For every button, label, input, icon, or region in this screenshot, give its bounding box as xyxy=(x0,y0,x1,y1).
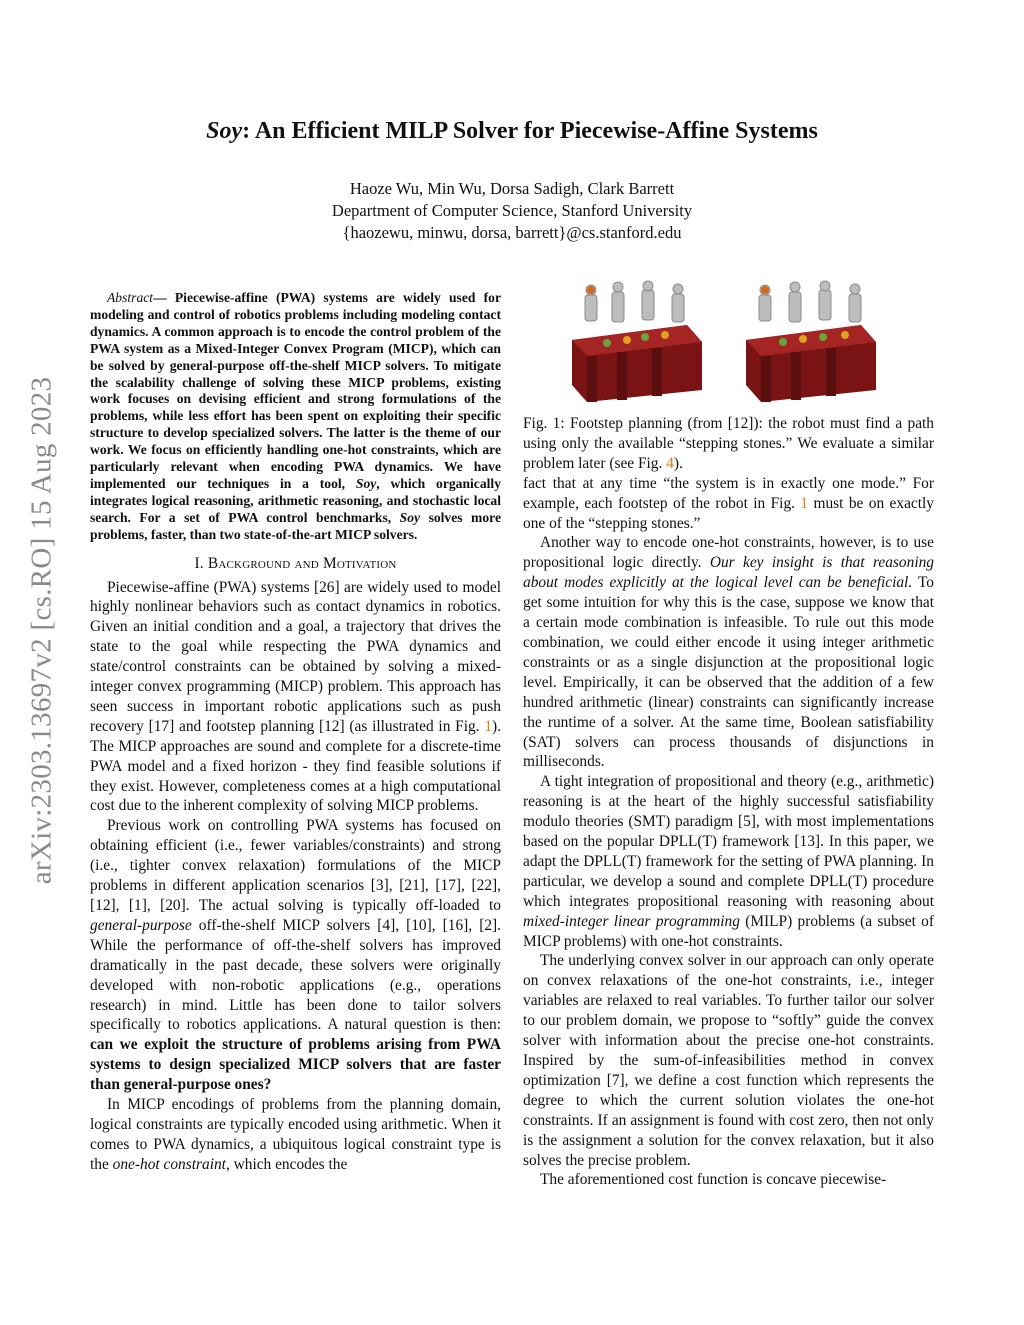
abstract: Abstract— Piecewise-affine (PWA) systems are widely used for modeling and control of robotics problems including modeling contact dynamics. A common approach is to encode the control problem of the PWA system as a Mixed-Integer Convex Program (MICP), which can be solved by general-purpose off-the-shelf MICP solvers. To mitigate the scalability challenge of solving these MICP problems, existing work focuses on devising efficient and strong formulations of the problems, while less effort has been spent on exploiting their specific structure to develop specialized solvers. The latter is the theme of our work. We focus on efficiently handling one-hot constraints, which are particularly relevant when encoding PWA dynamics. We have implemented our techniques in a tool, Soy, which organically integrates logical reasoning, arithmetic reasoning, and stochastic local search. For a set of PWA control benchmarks, Soy solves more problems, faster, than two state-of-the-art MICP solvers. xyxy=(90,290,501,542)
arxiv-identifier-sidebar xyxy=(22,300,62,960)
paper-title: Soy: An Efficient MILP Solver for Piecewise-Affine Systems xyxy=(206,118,818,144)
arxiv-identifier: arXiv:2303.13697v2 [cs.RO] 15 Aug 2023 xyxy=(25,376,58,884)
robot-stepping-stones-image-2 xyxy=(741,280,891,402)
paragraph: The underlying convex solver in our approach can only operate on convex relaxations of the one-hot constraints, i.e., integer variables are relaxed to real variables. To further tailor our solver to our problem domain, we propose to “softly” guide the convex solver with information about the precise one-hot constraints. Inspired by the sum-of-infeasibilities method in convex optimization [7], we define a cost function which represents the degree to which the current solution violates the one-hot constraints. If an assignment is found with cost zero, then not only is the assignment a solution for the convex relaxation, but it also solves the precise problem. xyxy=(523,952,934,1169)
left-column xyxy=(90,290,501,1175)
affiliation: Department of Computer Science, Stanford University xyxy=(331,201,693,220)
figure-reference-link[interactable]: 4 xyxy=(666,454,674,472)
section-heading: I. Background and Motivation xyxy=(194,554,397,572)
robot-stepping-stones-image-1 xyxy=(567,280,717,402)
email: {haozewu, minwu, dorsa, barrett}@cs.stanford.edu xyxy=(342,223,682,242)
author-block xyxy=(0,178,1024,244)
author-names: Haoze Wu, Min Wu, Dorsa Sadigh, Clark Barrett xyxy=(349,179,675,198)
figure-footstep-planning xyxy=(523,280,934,402)
paragraph: In MICP encodings of problems from the planning domain, logical constraints are typically encoded using arithmetic. When it comes to PWA dynamics, a ubiquitous logical constraint type is the one-hot constraint, which encodes the xyxy=(90,1096,501,1173)
figure-caption: Fig. 1: Footstep planning (from [12]): the robot must find a path using only the available “stepping stones.” We evaluate a similar problem later (see Fig. 4). xyxy=(523,415,934,472)
right-column xyxy=(523,280,934,1190)
paragraph: Another way to encode one-hot constraints, however, is to use propositional logic directly. Our key insight is that reasoning about modes explicitly at the logical level can be beneficial. To get some intuition for why this is the case, suppose we know that a certain mode combination is infeasible. To rule out this mode combination, we could either encode it using integer arithmetic constraints or as a single disjunction at the propositional logic level. Empirically, it can be observed that the addition of a few hundred arithmetic (linear) constraints can significantly increase the runtime of a solver. At the same time, Boolean satisfiability (SAT) solvers can process thousands of disjunctions in milliseconds. xyxy=(523,534,934,771)
paragraph: fact that at any time “the system is in exactly one mode.” For example, each footstep of the robot in Fig. 1 must be on exactly one of the “stepping stones.” xyxy=(523,474,934,532)
figure-reference-link[interactable]: 1 xyxy=(800,494,809,512)
figure-reference-link[interactable]: 1 xyxy=(484,717,493,735)
paragraph: Piecewise-affine (PWA) systems [26] are widely used to model highly nonlinear behaviors such as contact dynamics in robotics. Given an initial condition and a goal, a trajectory that drives the state to the goal while respecting the PWA dynamics and state/control constraints can be obtained by solving a mixed-integer convex programming (MICP) problem. This approach has seen success in important robotic applications such as push recovery [17] and footstep planning [12] (as illustrated in Fig. 1). The MICP approaches are sound and complete for a discrete-time PWA model and a fixed horizon - they find feasible solutions if they exist. However, completeness comes at a high computational cost due to the inherent complexity of solving MICP problems. xyxy=(90,578,501,815)
paragraph: The aforementioned cost function is concave piecewise- xyxy=(540,1171,887,1189)
paragraph: A tight integration of propositional and theory (e.g., arithmetic) reasoning is at the heart of the highly successful satisfiability modulo theories (SMT) paradigm [5], with most implementations based on the popular DPLL(T) framework [13]. In this paper, we adapt the DPLL(T) framework for the setting of PWA planning. In particular, we develop a sound and complete DPLL(T) procedure which integrates propositional reasoning with reasoning about mixed-integer linear programming (MILP) problems (a subset of MICP problems) with one-hot constraints. xyxy=(523,773,934,950)
paragraph: Previous work on controlling PWA systems has focused on obtaining efficient (i.e., fewer variables/constraints) and strong (i.e., tighter convex relaxation) formulations of the MICP problems in different application scenarios [3], [21], [17], [22], [12], [1], [20]. The actual solving is typically off-loaded to general-purpose off-the-shelf MICP solvers [4], [10], [16], [2]. While the performance of off-the-shelf solvers has improved dramatically in the past decade, these solvers were originally developed with non-robotic applications (e.g., operations research) in mind. Little has been done to tailor solvers specifically to robotics applications. A natural question is then: can we exploit the structure of problems arising from PWA systems to design specialized MICP solvers that are faster than general-purpose ones? xyxy=(90,817,501,1094)
